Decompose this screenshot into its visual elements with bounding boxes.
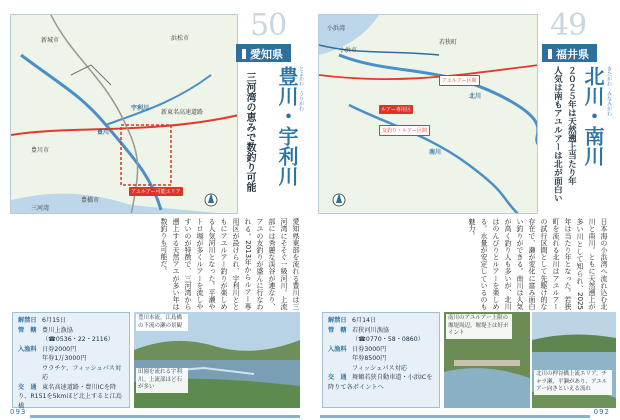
- map-label-1: 若狭町: [439, 39, 458, 46]
- info-value-1: 若狭河川漁協: [352, 326, 390, 334]
- river-title: 豊川・宇利川: [275, 66, 299, 186]
- info-label-3: 入漁料: [18, 345, 37, 353]
- info-value-2: （☎0536・22・2116）: [42, 336, 114, 343]
- photo-caption-2: 田園を流れる宇利川。上流部ほど石が多い: [136, 368, 188, 393]
- right-page: [310, 0, 620, 420]
- footer-stripe: [320, 415, 590, 418]
- map-label-3: 豊橋市: [81, 197, 100, 204]
- info-value-0: 6月15日: [42, 317, 67, 324]
- map-label-3: 北川: [469, 93, 482, 100]
- map-label-7: 三河湾: [31, 205, 50, 212]
- title-ruby: とよかわ うりがわ: [298, 66, 304, 111]
- info-label-6: 交 通: [18, 383, 37, 391]
- info-value-6: 舞鶴若狭自動車道・小浜ICを降りて各ポイントへ: [328, 374, 433, 391]
- title-ruby: きたがわ みなみがわ: [606, 66, 612, 116]
- map-kitagawa: [318, 14, 538, 214]
- info-value-3: 日券2000円: [42, 345, 77, 353]
- info-value-4: 年券1万3000円: [42, 355, 87, 362]
- prefecture-badge: 福井県: [542, 44, 597, 62]
- map-tag-lure-area: アユルアー可能エリア: [131, 189, 181, 195]
- subtitle-2: 人気は南もアユルアーは北が面白い: [552, 66, 563, 202]
- info-value-4: 年券8500円: [352, 355, 387, 362]
- map-label-0: 小浜市: [339, 47, 358, 54]
- info-label-3: 入漁料: [328, 345, 347, 353]
- map-label-5: 宇利川: [131, 105, 150, 112]
- map-toyokawa-graphic: [11, 15, 238, 214]
- river-title: 北川・南川: [581, 66, 605, 166]
- info-label-6: 交 通: [328, 374, 347, 381]
- info-value-3: 日券3000円: [352, 345, 387, 353]
- info-value-6: 東名高速道路・豊川ICを降り、R151を5kmほど北上すると江島橋: [18, 383, 122, 410]
- map-label-4: 豊川市: [31, 147, 50, 154]
- photo-toyokawa: [134, 312, 300, 408]
- map-label-2: 新東名高速道路: [161, 109, 204, 116]
- map-toyokawa: [10, 14, 238, 214]
- info-value-2: （☎0770・58・0860）: [352, 336, 424, 343]
- photo-minamigawa: [444, 312, 530, 408]
- map-tag-0: ルアー専用区: [381, 107, 411, 113]
- info-value-5: フィッシュパス対応: [352, 364, 408, 372]
- map-label-4: 小浜湾: [327, 25, 346, 32]
- info-box: [12, 312, 130, 408]
- spot-number: 50: [250, 8, 287, 43]
- info-value-5: ウラチケ、フィッシュパス対応: [42, 364, 122, 381]
- photo-caption-2: 北川の押谷橋上流エリア。チャラ瀬、平瀬があり、アユルアー向きといえる流れ: [534, 370, 612, 395]
- map-label-6: 豊川: [97, 129, 110, 136]
- spot-number: 49: [550, 8, 587, 43]
- info-value-0: 6月14日: [352, 317, 377, 324]
- page-number: 092: [593, 408, 610, 416]
- article-body: 愛知県東部を流れる豊川は三河湾にそそぐ一級河川。上流部には秀麗な渓谷が連なり、アユの友釣りが盛んに行なわれる。2013年からルアー専用区が設けられ、宇利川とともにアユルアー釣りが楽しめる人気河川となった。平瀬やトロ場が多くルアーを流しやすいのが特徴で、三河湾から遡上する天然アユが多い年は数釣りも可能だ。: [160, 218, 300, 310]
- photo-caption-1: 南川のアユルアー上限の堰堤周辺。堰堤上は好ポイント: [446, 314, 512, 339]
- subtitle-1: ２０２５年は天然遡上当たり年: [566, 66, 577, 185]
- info-value-1: 豊川上漁協: [42, 326, 73, 334]
- footer-stripe: [30, 415, 300, 418]
- prefecture-badge: 愛知県: [236, 44, 291, 62]
- info-label-0: 解禁日: [18, 317, 37, 324]
- photo-kitagawa: [532, 312, 616, 408]
- info-label-1: 管 轄: [18, 326, 37, 334]
- article-body: 日本海の小浜湾へ流れ込む北川と南川。ともに天然遡上が多い川として知られ、2025年は当たり年となった。若狭町を流れる北川はアユルアーの試行区間として先駆け的な存在で、瀬が変化に富み面白い釣りができる。南川は人気が高く釣り人も多いが、北川はのんびりとルアーを楽しめる。水量が安定しているのも魅力。: [468, 218, 608, 310]
- map-label-0: 新城市: [41, 37, 60, 44]
- map-label-2: 南川: [429, 149, 442, 156]
- info-label-1: 管 轄: [328, 326, 347, 334]
- map-label-1: 浜松市: [171, 35, 190, 42]
- photo-caption-1: 豊川本流。江島橋の下流の瀬の景観: [136, 314, 188, 331]
- subtitle: 三河湾の恵みで数釣り可能: [244, 72, 255, 192]
- map-tag-1: アユルアー区間: [439, 75, 480, 86]
- map-tag-2: 友釣り・ルアー区間: [379, 125, 430, 136]
- page-number: 093: [10, 408, 27, 416]
- info-label-0: 解禁日: [328, 317, 347, 324]
- info-box: [322, 312, 440, 408]
